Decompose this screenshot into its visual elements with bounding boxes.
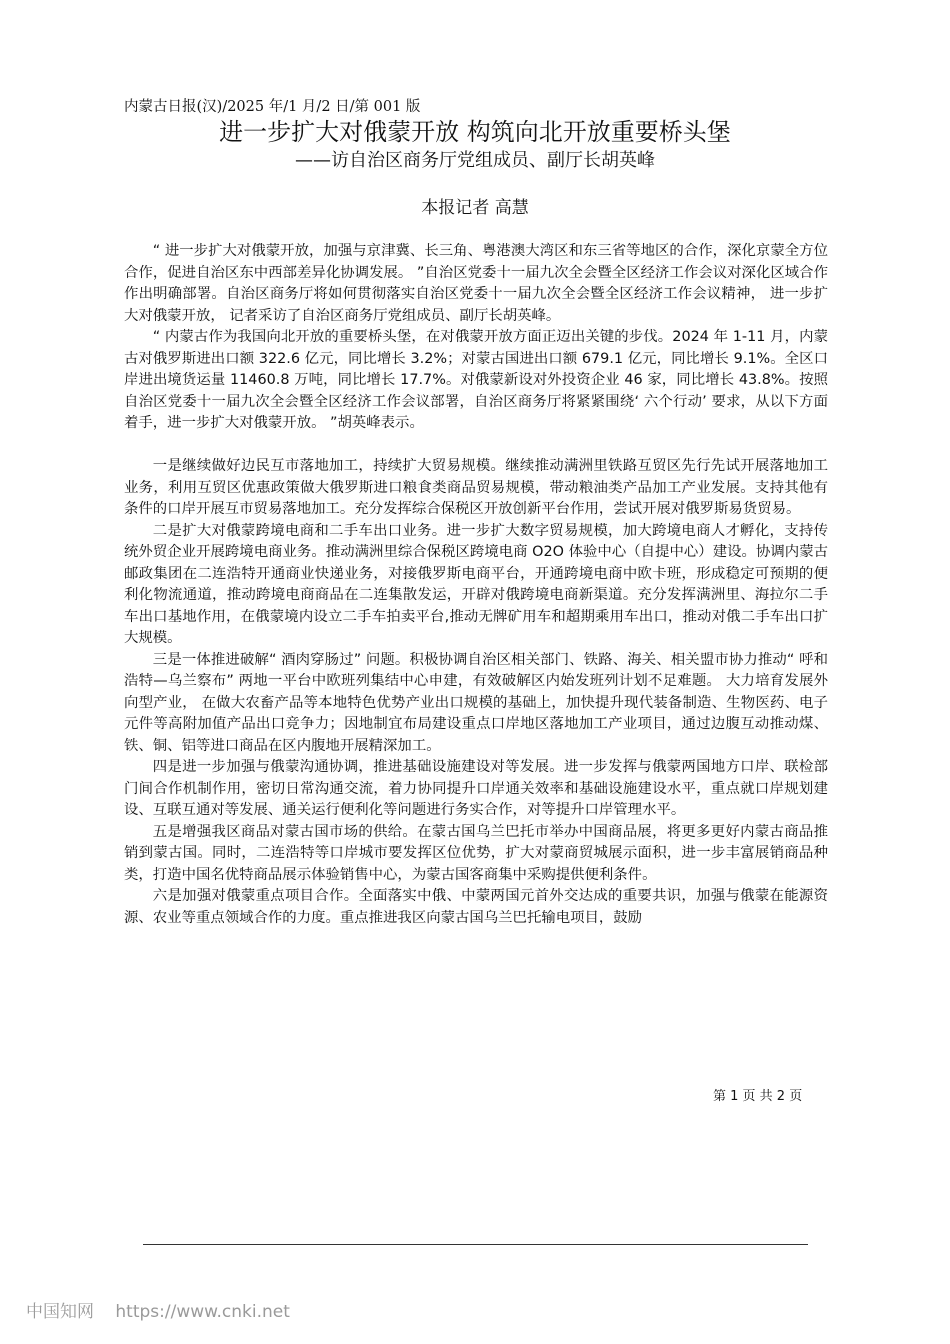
- body-paragraph: 四是进一步加强与俄蒙沟通协调，推进基础设施建设对等发展。进一步发挥与俄蒙两国地方口岸、联检部门间合作机制作用，密切日常沟通交流，着力协同提升口岸通关效率和基础设施建设水平，重点就口岸规划建设、互联互通对等发展、通关运行便利化等问题进行务实合作，对等提升口岸管理水平。: [124, 759, 828, 818]
- article-byline: 本报记者 高慧: [421, 198, 529, 218]
- footer-divider: [143, 1244, 808, 1245]
- body-paragraph: 二是扩大对俄蒙跨境电商和二手车出口业务。进一步扩大数字贸易规模，加大跨境电商人才孵化，支持传统外贸企业开展跨境电商业务。推动满洲里综合保税区跨境电商 O2O 体验中心（自提中心）建设。协调内蒙古邮政集团在二连浩特开通商业快递业务，对接俄罗斯电商平台，开通跨境电商中欧卡班，形成稳定可预期的便利化物流通道，推动跨境电商商品在二连集散发运，开辟对俄跨境电商新渠道。充分发挥满洲里、海拉尔二手车出口基地作用，在俄蒙境内设立二手车拍卖平台,推动无牌矿用车和超期乘用车出口，推动对俄二手车出口扩大规模。: [124, 522, 828, 646]
- article-subtitle: ——访自治区商务厅党组成员、副厅长胡英峰: [295, 150, 655, 171]
- page-number: 第 1 页 共 2 页: [713, 1089, 803, 1104]
- watermark-url: https://www.cnki.net: [115, 1302, 290, 1322]
- article-body: [124, 241, 828, 929]
- watermark-brand: 中国知网: [26, 1302, 94, 1322]
- intro-paragraph: “ 进一步扩大对俄蒙开放，加强与京津冀、长三角、粤港澳大湾区和东三省等地区的合作，深化京蒙全方位合作，促进自治区东中西部差异化协调发展。 ”自治区党委十一届九次全会暨全区经济工作会议对深化区域合作作出明确部署。自治区商务厅将如何贯彻落实自治区党委十一届九次全会暨全区经济工作会议精神， 进一步扩大对俄蒙开放， 记者采访了自治区商务厅党组成员、副厅长胡英峰。: [124, 243, 828, 324]
- article-title: 进一步扩大对俄蒙开放 构筑向北开放重要桥头堡: [219, 118, 731, 146]
- intro-paragraph: “ 内蒙古作为我国向北开放的重要桥头堡，在对俄蒙开放方面正迈出关键的步伐。2024 年 1-11 月，内蒙古对俄罗斯进出口额 322.6 亿元，同比增长 3.2%；对蒙古国进出口额 679.1 亿元，同比增长 9.1%。全区口岸进出境货运量 11460.8 万吨，同比增长 17.7%。对俄蒙新设对外投资企业 46 家，同比增长 43.8%。按照自治区党委十一届九次全会暨全区经济工作会议部署，自治区商务厅将紧紧围绕‘ 六个行动’ 要求，从以下方面着手，进一步扩大对俄蒙开放。 ”胡英峰表示。: [124, 329, 828, 431]
- newspaper-source: 内蒙古日报(汉)/2025 年/1 月/2 日/第 001 版: [124, 99, 421, 115]
- body-paragraph: 六是加强对俄蒙重点项目合作。全面落实中俄、中蒙两国元首外交达成的重要共识，加强与俄蒙在能源资源、农业等重点领域合作的力度。重点推进我区向蒙古国乌兰巴托输电项目，鼓励: [124, 888, 828, 926]
- cnki-watermark: [26, 1297, 290, 1322]
- body-paragraph: 五是增强我区商品对蒙古国市场的供给。在蒙古国乌兰巴托市举办中国商品展，将更多更好内蒙古商品推销到蒙古国。同时，二连浩特等口岸城市要发挥区位优势，扩大对蒙商贸城展示面积，进一步丰富展销商品种类，打造中国名优特商品展示体验销售中心，为蒙古国客商集中采购提供便利条件。: [124, 823, 828, 883]
- body-paragraph: 三是一体推进破解“ 酒肉穿肠过” 问题。积极协调自治区相关部门、铁路、海关、相关盟市协力推动“ 呼和浩特—乌兰察布” 两地一平台中欧班列集结中心申建，有效破解区内始发班列计划不足难题。 大力培育发展外向型产业， 在做大农畜产品等本地特色优势产业出口规模的基础上，加快提升现代装备制造、生物医药、电子元件等高附加值产品出口竞争力；因地制宜布局建设重点口岸地区落地加工产业项目，通过边腹互动推动煤、铁、铜、铝等进口商品在区内腹地开展精深加工。: [124, 651, 828, 754]
- body-paragraph: 一是继续做好边民互市落地加工，持续扩大贸易规模。继续推动满洲里铁路互贸区先行先试开展落地加工业务，利用互贸区优惠政策做大俄罗斯进口粮食类商品贸易规模，带动粮油类产品加工产业发展。支持其他有条件的口岸开展互市贸易落地加工。充分发挥综合保税区开放创新平台作用，尝试开展对俄罗斯易货贸易。: [124, 458, 828, 517]
- paragraph-gap: [124, 435, 828, 457]
